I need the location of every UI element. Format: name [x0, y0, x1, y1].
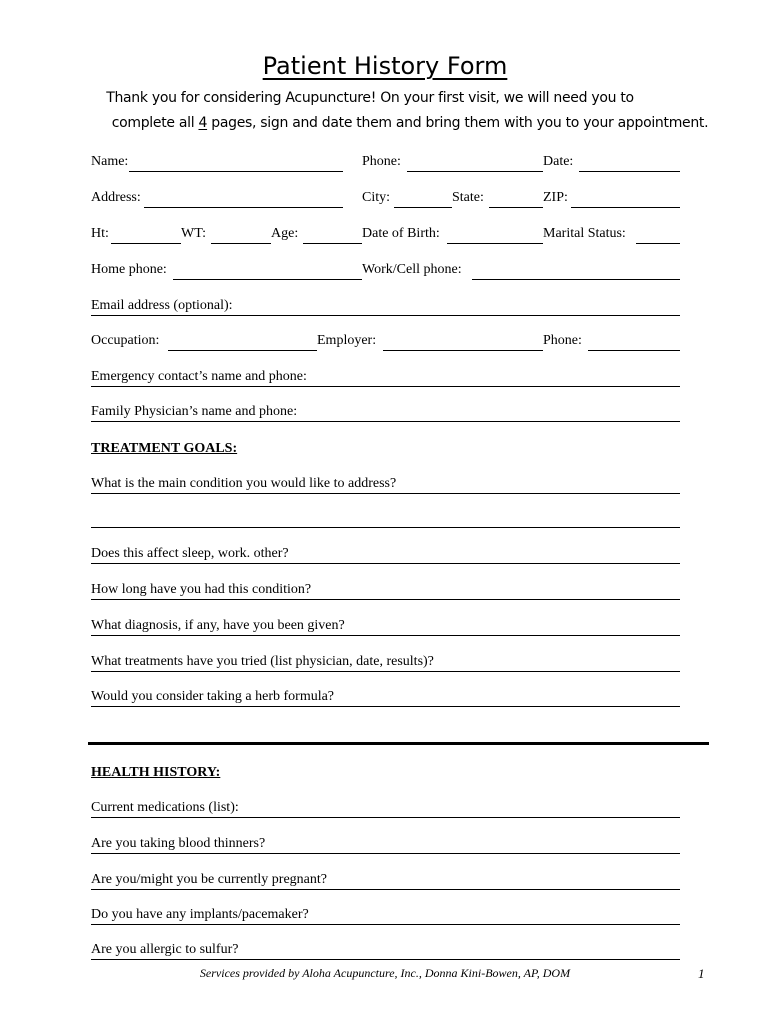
zip-field[interactable]: [571, 207, 680, 208]
treatment-q6-row: [91, 689, 680, 707]
dob-label: Date of Birth:: [362, 226, 440, 241]
health-q5-row: [91, 942, 680, 960]
treatment-q1-field[interactable]: [91, 493, 680, 494]
treatment-q5-field[interactable]: [91, 671, 680, 672]
treatment-q2-label: Does this affect sleep, work. other?: [91, 546, 289, 561]
zip-label: ZIP:: [543, 190, 568, 205]
city-field[interactable]: [394, 207, 452, 208]
treatment-q3-field[interactable]: [91, 599, 680, 600]
treatment-q4-label: What diagnosis, if any, have you been given?: [91, 618, 345, 633]
phone-field[interactable]: [407, 171, 543, 172]
treatment-q1-row-2: [91, 510, 680, 528]
emergency-contact-label: Emergency contact’s name and phone:: [91, 369, 307, 384]
treatment-q2-row: [91, 546, 680, 564]
health-q1-field[interactable]: [91, 817, 680, 818]
phone-label: Phone:: [362, 154, 401, 169]
work-phone-field[interactable]: [472, 279, 680, 280]
health-q2-label: Are you taking blood thinners?: [91, 836, 266, 851]
emergency-contact-field[interactable]: [91, 386, 680, 387]
wt-field[interactable]: [211, 243, 271, 244]
row-address: [91, 190, 680, 208]
treatment-q4-row: [91, 618, 680, 636]
page-number: 1: [698, 966, 705, 981]
treatment-q1-label: What is the main condition you would like to address?: [91, 476, 397, 491]
health-q5-label: Are you allergic to sulfur?: [91, 942, 239, 957]
health-q4-field[interactable]: [91, 924, 680, 925]
physician-field[interactable]: [91, 421, 680, 422]
page-title: [0, 50, 770, 82]
treatment-q6-field[interactable]: [91, 706, 680, 707]
age-label: Age:: [271, 226, 299, 241]
occupation-label: Occupation:: [91, 333, 160, 348]
state-field[interactable]: [489, 207, 543, 208]
treatment-q4-field[interactable]: [91, 635, 680, 636]
email-field[interactable]: [91, 315, 680, 316]
treatment-q1-row: [91, 476, 680, 494]
row-phones: [91, 262, 680, 280]
treatment-q5-row: [91, 654, 680, 672]
section-divider: [88, 742, 709, 745]
marital-status-field[interactable]: [636, 243, 680, 244]
wt-label: WT:: [181, 226, 206, 241]
home-phone-label: Home phone:: [91, 262, 167, 277]
name-label: Name:: [91, 154, 129, 169]
row-name: [91, 154, 680, 172]
row-occupation: [91, 333, 680, 351]
health-q3-label: Are you/might you be currently pregnant?: [91, 872, 327, 887]
marital-status-label: Marital Status:: [543, 226, 626, 241]
address-label: Address:: [91, 190, 141, 205]
health-q2-row: [91, 836, 680, 854]
intro-text-a: complete all: [111, 115, 199, 131]
row-emergency: [91, 369, 680, 387]
intro-line-1: Thank you for considering Acupuncture! On your first visit, we will need you to: [106, 90, 634, 106]
date-field[interactable]: [579, 171, 680, 172]
health-q1-row: [91, 800, 680, 818]
employer-phone-label: Phone:: [543, 333, 582, 348]
city-label: City:: [362, 190, 391, 205]
state-label: State:: [452, 190, 484, 205]
treatment-q5-label: What treatments have you tried (list physician, date, results)?: [91, 654, 434, 669]
treatment-q6-label: Would you consider taking a herb formula?: [91, 689, 335, 704]
employer-label: Employer:: [317, 333, 377, 348]
employer-field[interactable]: [383, 350, 543, 351]
intro-page-count: 4: [198, 115, 208, 131]
address-field[interactable]: [144, 207, 343, 208]
health-q4-label: Do you have any implants/pacemaker?: [91, 907, 309, 922]
intro-text-b: pages, sign and date them and bring them with you to your appointment.: [207, 115, 709, 131]
title-text: Patient History Form: [262, 52, 508, 80]
treatment-q2-field[interactable]: [91, 563, 680, 564]
date-label: Date:: [543, 154, 574, 169]
work-phone-label: Work/Cell phone:: [362, 262, 462, 277]
health-q4-row: [91, 907, 680, 925]
footer-credit: Services provided by Aloha Acupuncture, Inc., Donna Kini-Bowen, AP, DOM: [199, 966, 571, 980]
intro-line-2: [25, 115, 770, 131]
ht-field[interactable]: [111, 243, 181, 244]
dob-field[interactable]: [447, 243, 543, 244]
health-q3-field[interactable]: [91, 889, 680, 890]
treatment-q1-field-line-2[interactable]: [91, 527, 680, 528]
name-field[interactable]: [129, 171, 343, 172]
physician-label: Family Physician’s name and phone:: [91, 404, 298, 419]
occupation-field[interactable]: [168, 350, 317, 351]
email-label: Email address (optional):: [91, 298, 233, 313]
health-q3-row: [91, 872, 680, 890]
ht-label: Ht:: [91, 226, 109, 241]
home-phone-field[interactable]: [173, 279, 362, 280]
row-email: [91, 298, 680, 316]
treatment-q3-label: How long have you had this condition?: [91, 582, 312, 597]
health-q5-field[interactable]: [91, 959, 680, 960]
row-vitals: [91, 226, 680, 244]
row-physician: [91, 404, 680, 422]
health-history-heading: HEALTH HISTORY:: [91, 765, 221, 780]
age-field[interactable]: [303, 243, 362, 244]
treatment-q3-row: [91, 582, 680, 600]
health-q1-label: Current medications (list):: [91, 800, 239, 815]
health-q2-field[interactable]: [91, 853, 680, 854]
employer-phone-field[interactable]: [588, 350, 680, 351]
treatment-goals-heading: TREATMENT GOALS:: [91, 441, 238, 456]
